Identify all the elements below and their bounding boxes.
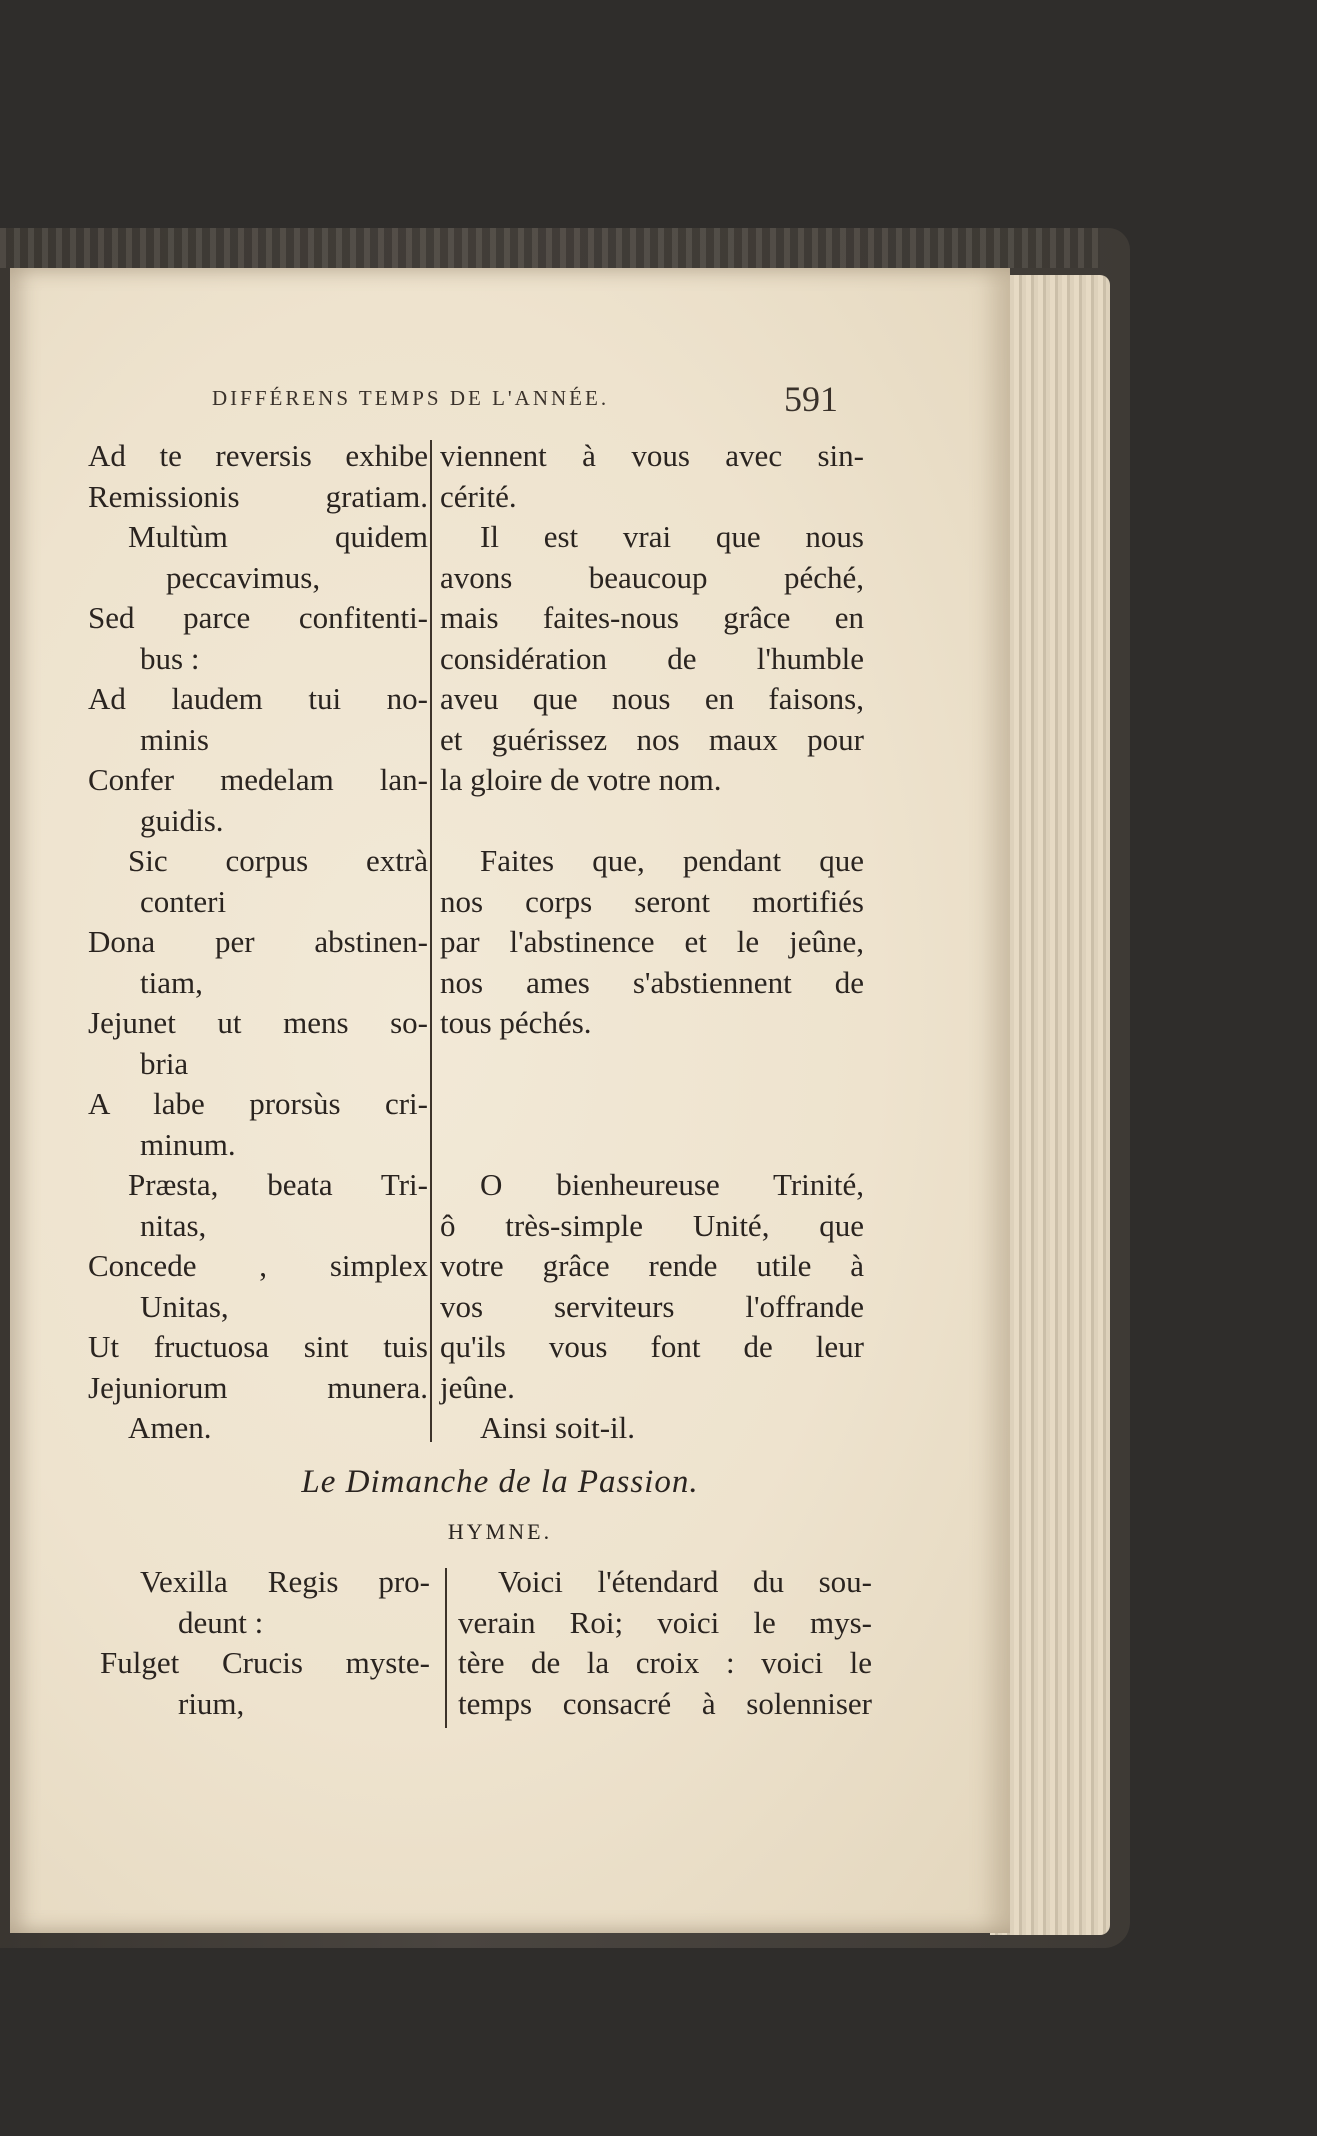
latin-line: minum. bbox=[140, 1126, 236, 1162]
latin-line: Ut fructuosa sint tuis bbox=[88, 1329, 428, 1364]
latin-line: A labe prorsùs cri- bbox=[88, 1086, 428, 1121]
french-line: votre grâce rende utile à bbox=[440, 1248, 864, 1283]
running-head: DIFFÉRENS TEMPS DE L'ANNÉE. bbox=[212, 386, 610, 410]
latin-line: rium, bbox=[178, 1685, 245, 1721]
french-line: mais faites-nous grâce en bbox=[440, 600, 864, 635]
latin-line: bus : bbox=[140, 640, 200, 676]
french-line: aveu que nous en faisons, bbox=[440, 681, 864, 716]
latin-line: Vexilla Regis pro- bbox=[140, 1564, 430, 1599]
latin-line: conteri bbox=[140, 883, 227, 919]
french-line: qu'ils vous font de leur bbox=[440, 1329, 864, 1364]
column-divider bbox=[445, 1568, 447, 1728]
french-line: la gloire de votre nom. bbox=[440, 762, 722, 797]
latin-line: minis bbox=[140, 721, 209, 757]
latin-line: Remissionis gratiam. bbox=[88, 478, 428, 514]
french-line: considération de l'humble bbox=[440, 640, 864, 676]
latin-line: nitas, bbox=[140, 1207, 207, 1243]
french-line: Ainsi soit-il. bbox=[480, 1410, 636, 1445]
latin-line: peccavimus, bbox=[166, 559, 321, 595]
french-line: temps consacré à solenniser bbox=[458, 1685, 872, 1721]
latin-line: Dona per abstinen- bbox=[88, 924, 428, 959]
french-line: par l'abstinence et le jeûne, bbox=[440, 924, 864, 959]
french-line: nos corps seront mortifiés bbox=[440, 883, 864, 919]
french-line: viennent à vous avec sin- bbox=[440, 438, 864, 473]
french-line: vos serviteurs l'offrande bbox=[440, 1288, 864, 1324]
latin-line: guidis. bbox=[140, 802, 224, 838]
latin-line: Præsta, beata Tri- bbox=[128, 1167, 428, 1202]
latin-line: bria bbox=[140, 1045, 189, 1081]
column-divider bbox=[430, 440, 432, 1442]
latin-line: Concede , simplex bbox=[88, 1248, 428, 1283]
hymn-label: HYMNE. bbox=[447, 1519, 553, 1544]
latin-line: Sed parce confitenti- bbox=[88, 600, 428, 635]
latin-line: deunt : bbox=[178, 1604, 264, 1640]
latin-line: Jejuniorum munera. bbox=[88, 1369, 428, 1405]
french-line: Voici l'étendard du sou- bbox=[498, 1564, 872, 1599]
french-line: ô très-simple Unité, que bbox=[440, 1207, 864, 1243]
latin-line: Unitas, bbox=[140, 1288, 229, 1324]
french-translation-column bbox=[440, 436, 864, 1449]
latin-line: tiam, bbox=[140, 964, 203, 1000]
latin-line: Confer medelam lan- bbox=[88, 762, 428, 797]
latin-line: Amen. bbox=[128, 1410, 212, 1445]
latin-line: Fulget Crucis myste- bbox=[100, 1645, 430, 1680]
latin-line: Jejunet ut mens so- bbox=[88, 1005, 428, 1040]
latin-line: Ad laudem tui no- bbox=[88, 681, 428, 716]
french-line: Faites que, pendant que bbox=[480, 843, 864, 878]
section-title: Le Dimanche de la Passion. bbox=[301, 1464, 699, 1500]
french-translation-column-2 bbox=[458, 1562, 872, 1724]
latin-line: Sic corpus extrà bbox=[128, 843, 428, 878]
french-line: tère de la croix : voici le bbox=[458, 1645, 872, 1680]
latin-line: Multùm quidem bbox=[128, 519, 428, 554]
latin-line: Ad te reversis exhibe bbox=[88, 438, 428, 473]
latin-hymn-column-2 bbox=[100, 1562, 430, 1724]
cover-top-edge bbox=[0, 228, 1100, 268]
french-line: Il est vrai que nous bbox=[480, 519, 864, 554]
french-line: verain Roi; voici le mys- bbox=[458, 1604, 872, 1640]
french-line: avons beaucoup péché, bbox=[440, 559, 864, 595]
french-line: tous péchés. bbox=[440, 1005, 592, 1040]
french-line: O bienheureuse Trinité, bbox=[480, 1167, 864, 1202]
french-line: jeûne. bbox=[440, 1369, 515, 1405]
french-line: nos ames s'abstiennent de bbox=[440, 964, 864, 1000]
page-number: 591 bbox=[784, 379, 838, 419]
french-line: et guérissez nos maux pour bbox=[440, 721, 864, 757]
latin-hymn-column bbox=[88, 436, 428, 1449]
french-line: cérité. bbox=[440, 478, 517, 514]
